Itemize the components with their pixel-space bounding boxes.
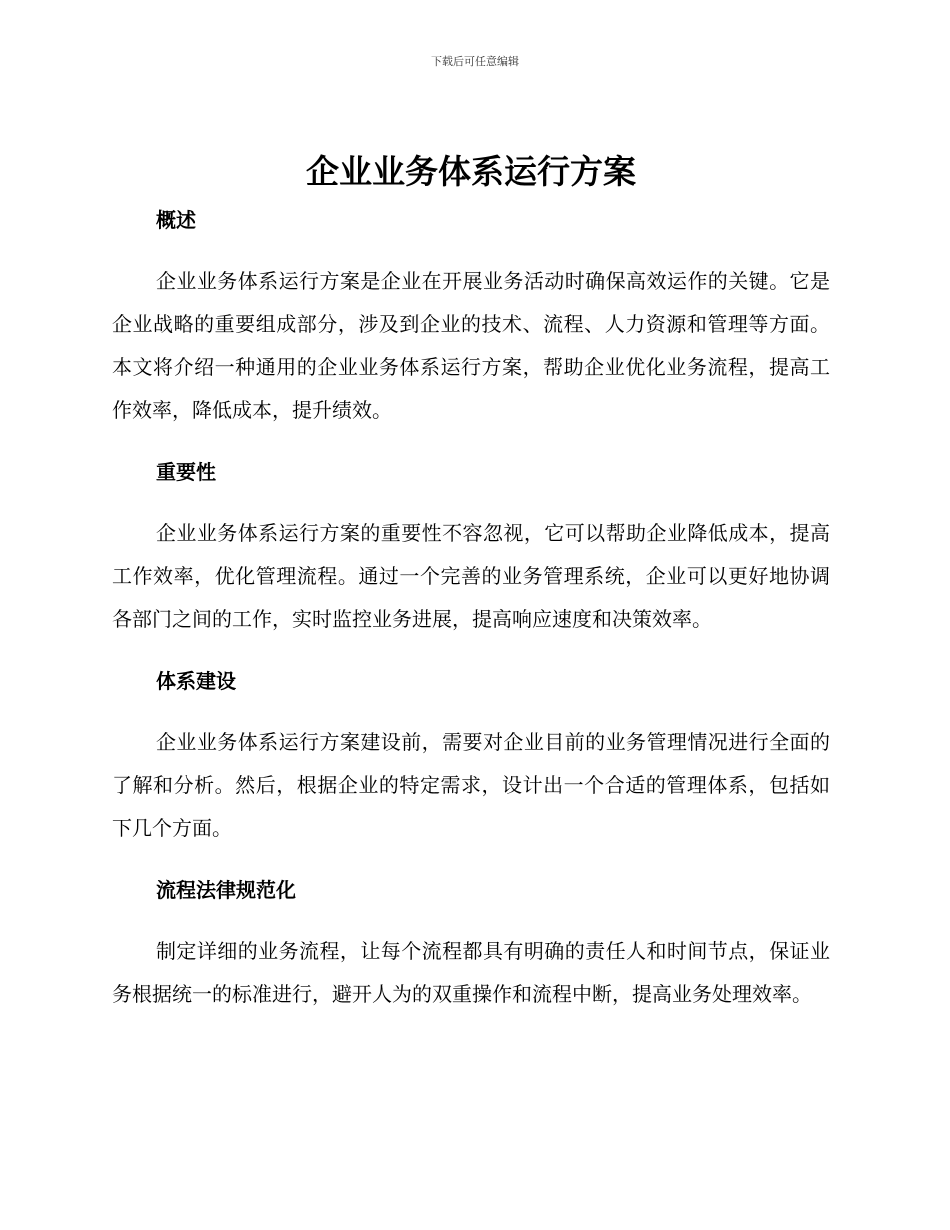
- section-heading-importance: 重要性: [156, 460, 216, 484]
- section-paragraph-overview: 企业业务体系运行方案是企业在开展业务活动时确保高效运作的关键。它是企业战略的重要组成部分，涉及到企业的技术、流程、人力资源和管理等方面。本文将介绍一种通用的企业业务体系运行方案，帮助企业优化业务流程，提高工作效率，降低成本，提升绩效。: [112, 269, 830, 422]
- section-paragraph-importance: 企业业务体系运行方案的重要性不容忽视，它可以帮助企业降低成本，提高工作效率，优化管理流程。通过一个完善的业务管理系统，企业可以更好地协调各部门之间的工作，实时监控业务进展，提高响应速度和决策效率。: [112, 521, 830, 631]
- document-title: 企业业务体系运行方案: [306, 152, 636, 191]
- section-heading-system-construction: 体系建设: [156, 669, 236, 693]
- section-paragraph-process-standardization: 制定详细的业务流程，让每个流程都具有明确的责任人和时间节点，保证业务根据统一的标准进行，避开人为的双重操作和流程中断，提高业务处理效率。: [112, 939, 830, 1006]
- document-body: [112, 150, 830, 1016]
- section-paragraph-system-construction: 企业业务体系运行方案建设前，需要对企业目前的业务管理情况进行全面的了解和分析。然后，根据企业的特定需求，设计出一个合适的管理体系，包括如下几个方面。: [112, 730, 830, 840]
- section-heading-process-standardization: 流程法律规范化: [156, 878, 296, 902]
- page-header-note: 下载后可任意编辑: [431, 55, 519, 68]
- section-heading-overview: 概述: [156, 208, 196, 232]
